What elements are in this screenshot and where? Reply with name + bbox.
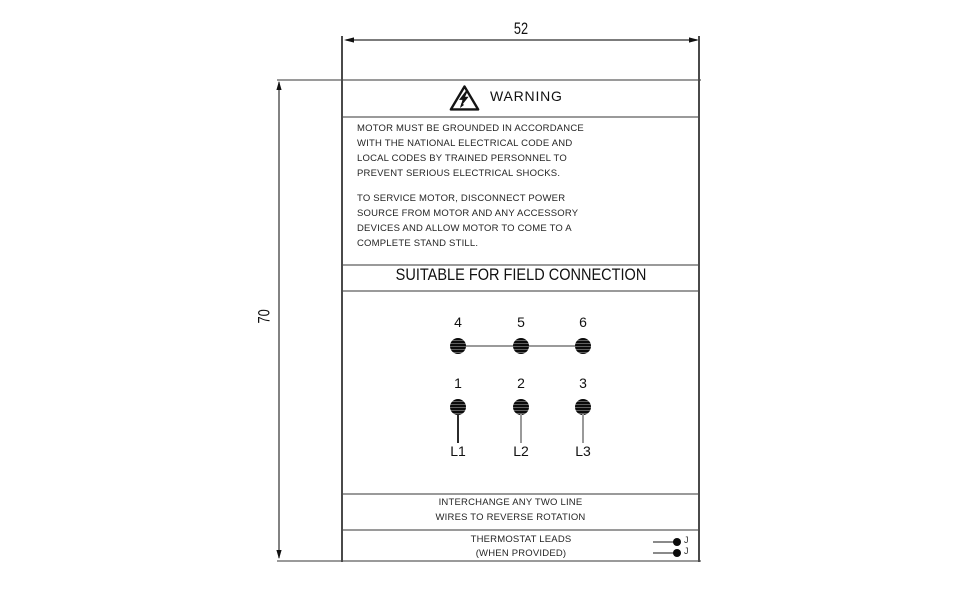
service-paragraph	[357, 191, 578, 251]
service-paragraph-line: DEVICES AND ALLOW MOTOR TO COME TO A	[357, 223, 572, 234]
warning-title: WARNING	[490, 88, 563, 104]
lead-line-l2	[520, 414, 522, 443]
lead-line-l3	[582, 414, 584, 443]
grounding-paragraph-line: WITH THE NATIONAL ELECTRICAL CODE AND	[357, 138, 573, 149]
terminal-number-4: 4	[454, 314, 462, 330]
grounding-paragraph	[357, 121, 584, 181]
terminal-number-3: 3	[579, 375, 587, 391]
grounding-paragraph-line: PREVENT SERIOUS ELECTRICAL SHOCKS.	[357, 168, 561, 179]
line-label-l3: L3	[575, 443, 591, 459]
grounding-paragraph-line: LOCAL CODES BY TRAINED PERSONNEL TO	[357, 153, 567, 164]
service-paragraph-line: TO SERVICE MOTOR, DISCONNECT POWER	[357, 193, 566, 204]
rotation-note-divider	[343, 493, 698, 495]
thermostat-note-line-1: THERMOSTAT LEADS	[470, 534, 572, 545]
terminal-dot-2	[513, 399, 529, 415]
terminal-number-1: 1	[454, 375, 462, 391]
width-dimension-label: 52	[513, 19, 529, 38]
lead-wire-line	[653, 552, 674, 554]
terminal-number-5: 5	[517, 314, 525, 330]
rotation-note-line-2: WIRES TO REVERSE ROTATION	[435, 512, 586, 523]
service-paragraph-line: SOURCE FROM MOTOR AND ANY ACCESSORY	[357, 208, 579, 219]
height-dimension-label: 70	[254, 309, 274, 324]
thermostat-note-line-2: (WHEN PROVIDED)	[475, 548, 567, 559]
lead-wire-line	[653, 541, 674, 543]
warning-header-divider	[343, 116, 698, 118]
terminal-dot-1	[450, 399, 466, 415]
terminal-dot-3	[575, 399, 591, 415]
field-connection-banner: SUITABLE FOR FIELD CONNECTION	[395, 266, 647, 284]
high-voltage-warning-icon	[449, 84, 480, 112]
thermostat-note-divider	[343, 529, 698, 531]
line-label-l1: L1	[450, 443, 466, 459]
rotation-note-line-1: INTERCHANGE ANY TWO LINE	[438, 497, 583, 508]
line-label-l2: L2	[513, 443, 529, 459]
terminal-dot-6	[575, 338, 591, 354]
terminal-dot-4	[450, 338, 466, 354]
lead-terminal-dot	[673, 538, 681, 546]
lead-terminal-dot	[673, 549, 681, 557]
lead-line-l1	[457, 414, 459, 443]
grounding-paragraph-line: MOTOR MUST BE GROUNDED IN ACCORDANCE	[357, 123, 584, 134]
banner-bottom-divider	[343, 290, 698, 292]
label-right-border	[698, 36, 700, 562]
terminal-dot-5	[513, 338, 529, 354]
terminal-number-2: 2	[517, 375, 525, 391]
service-paragraph-line: COMPLETE STAND STILL.	[357, 238, 479, 249]
label-left-border	[341, 36, 343, 562]
thermostat-lead-label-2: J	[684, 546, 689, 556]
thermostat-lead-label-1: J	[684, 535, 689, 545]
terminal-number-6: 6	[579, 314, 587, 330]
